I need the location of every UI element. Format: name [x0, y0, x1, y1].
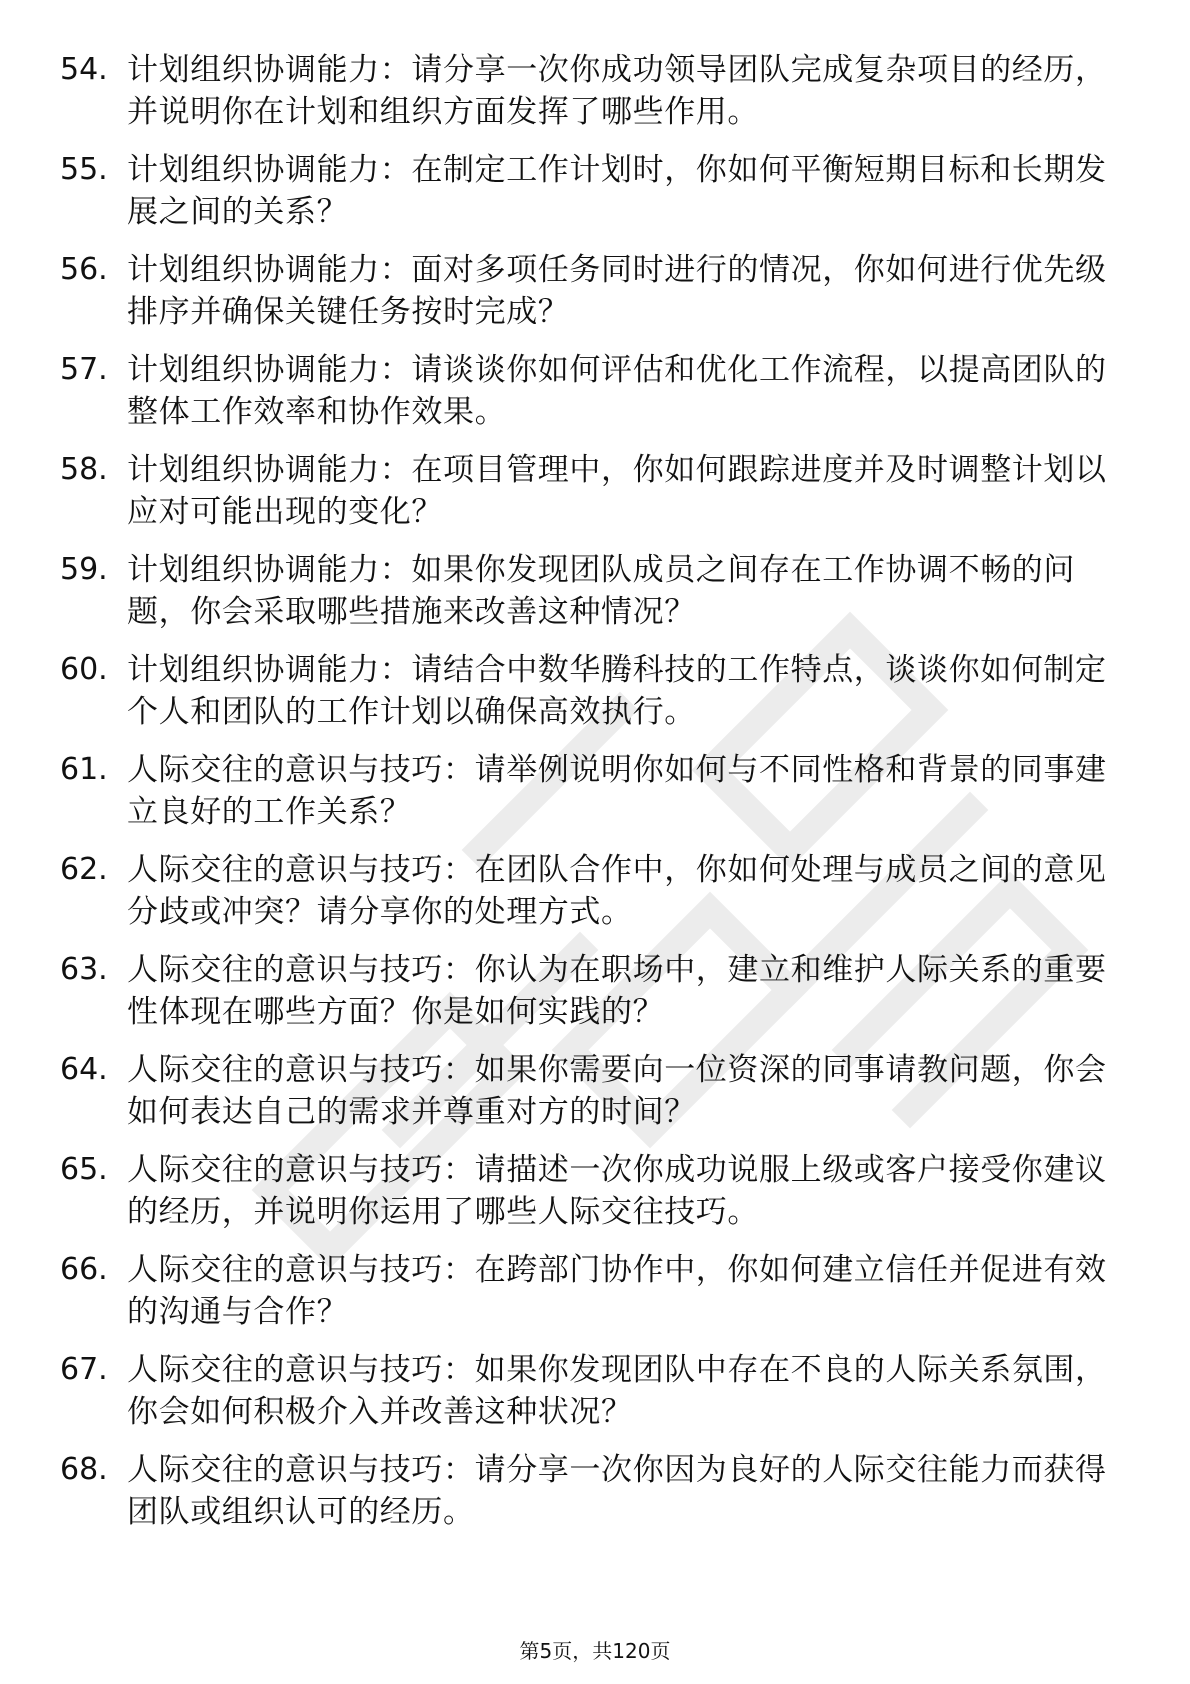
question-text: 人际交往的意识与技巧：如果你需要向一位资深的同事请教问题，你会如何表达自己的需求并尊重对方的时间？	[127, 1052, 1107, 1130]
question-text: 计划组织协调能力：请谈谈你如何评估和优化工作流程，以提高团队的整体工作效率和协作效果。	[127, 352, 1107, 430]
question-item	[60, 1149, 1120, 1233]
question-text: 计划组织协调能力：在制定工作计划时，你如何平衡短期目标和长期发展之间的关系？	[127, 152, 1107, 230]
question-item	[60, 649, 1120, 733]
question-number: 55.	[60, 152, 108, 187]
question-item	[60, 1249, 1120, 1333]
question-item	[60, 249, 1120, 333]
question-item	[60, 149, 1120, 233]
question-list	[60, 49, 1120, 1549]
question-text: 人际交往的意识与技巧：请举例说明你如何与不同性格和背景的同事建立良好的工作关系？	[127, 752, 1107, 830]
question-text: 人际交往的意识与技巧：你认为在职场中，建立和维护人际关系的重要性体现在哪些方面？你是如何实践的？	[127, 952, 1107, 1030]
question-text: 计划组织协调能力：在项目管理中，你如何跟踪进度并及时调整计划以应对可能出现的变化？	[127, 452, 1107, 530]
question-item	[60, 749, 1120, 833]
question-number: 62.	[60, 852, 108, 887]
question-item	[60, 549, 1120, 633]
question-number: 61.	[60, 752, 108, 787]
question-text: 人际交往的意识与技巧：请分享一次你因为良好的人际交往能力而获得团队或组织认可的经历。	[127, 1452, 1107, 1530]
question-number: 54.	[60, 52, 108, 87]
question-number: 57.	[60, 352, 108, 387]
question-number: 65.	[60, 1152, 108, 1187]
question-number: 64.	[60, 1052, 108, 1087]
question-text: 人际交往的意识与技巧：在团队合作中，你如何处理与成员之间的意见分歧或冲突？请分享你的处理方式。	[127, 852, 1107, 930]
question-item	[60, 49, 1120, 133]
question-number: 63.	[60, 952, 108, 987]
question-number: 59.	[60, 552, 108, 587]
question-text: 计划组织协调能力：面对多项任务同时进行的情况，你如何进行优先级排序并确保关键任务按时完成？	[127, 252, 1107, 330]
question-item	[60, 449, 1120, 533]
question-number: 56.	[60, 252, 108, 287]
question-text: 人际交往的意识与技巧：如果你发现团队中存在不良的人际关系氛围，你会如何积极介入并改善这种状况？	[127, 1352, 1107, 1430]
question-text: 人际交往的意识与技巧：请描述一次你成功说服上级或客户接受你建议的经历，并说明你运用了哪些人际交往技巧。	[127, 1152, 1107, 1230]
question-item	[60, 1449, 1120, 1533]
question-number: 58.	[60, 452, 108, 487]
question-text: 人际交往的意识与技巧：在跨部门协作中，你如何建立信任并促进有效的沟通与合作？	[127, 1252, 1107, 1330]
question-number: 60.	[60, 652, 108, 687]
question-item	[60, 349, 1120, 433]
question-item	[60, 949, 1120, 1033]
question-item	[60, 1349, 1120, 1433]
question-item	[60, 849, 1120, 933]
page-footer: 第5页，共120页	[519, 1639, 671, 1663]
question-number: 68.	[60, 1452, 108, 1487]
question-number: 67.	[60, 1352, 108, 1387]
question-text: 计划组织协调能力：如果你发现团队成员之间存在工作协调不畅的问题，你会采取哪些措施来改善这种情况？	[127, 552, 1075, 630]
question-text: 计划组织协调能力：请结合中数华腾科技的工作特点，谈谈你如何制定个人和团队的工作计划以确保高效执行。	[127, 652, 1107, 730]
question-number: 66.	[60, 1252, 108, 1287]
question-item	[60, 1049, 1120, 1133]
question-text: 计划组织协调能力：请分享一次你成功领导团队完成复杂项目的经历，并说明你在计划和组织方面发挥了哪些作用。	[127, 52, 1107, 130]
